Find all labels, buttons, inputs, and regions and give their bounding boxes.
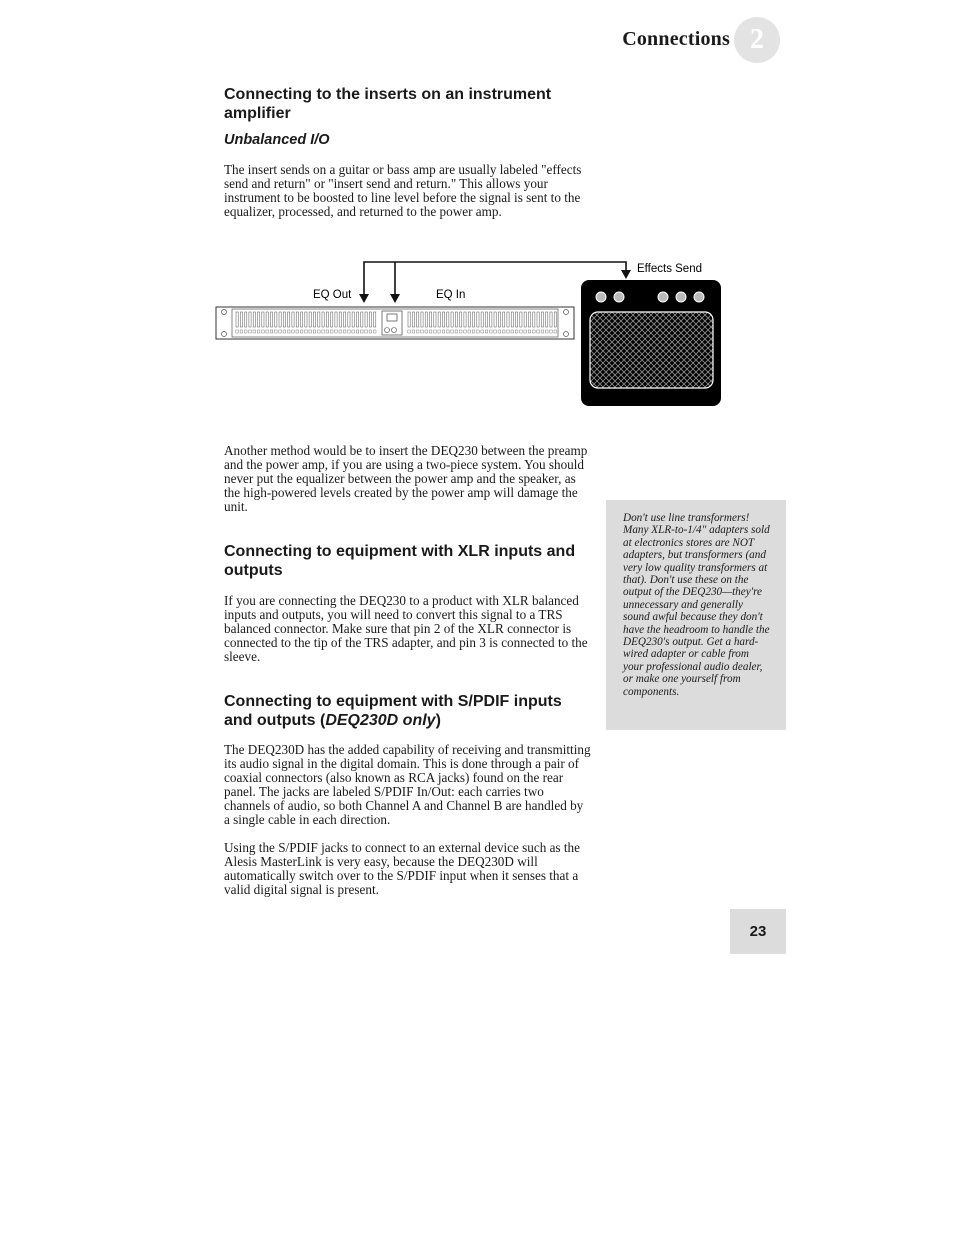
arrow-effects-send bbox=[621, 270, 631, 279]
paragraph-xlr: If you are connecting the DEQ230 to a product with XLR balanced inputs and outputs, you will need to convert this signal to a TRS balanced connector. Make sure that pin 2 of the XLR connector is connected to the tip of the TRS adapter, and pin 3 is connected to the sleeve. bbox=[224, 593, 588, 664]
section-heading-spdif bbox=[224, 692, 594, 730]
spdif-heading-close: ) bbox=[435, 712, 441, 729]
paragraph-two-piece-system: Another method would be to insert the DEQ230 between the preamp and the power amp, if you are using a two-piece system. You should never put the equalizer between the power amp and the speaker, as the high-powered levels created by the power amp will damage the unit. bbox=[224, 443, 588, 514]
paragraph-insert-sends: The insert sends on a guitar or bass amp are usually labeled "effects send and return" or "insert send and return." This allows your instrument to be boosted to line level before the signal is sent to the equalizer, processed, and returned to the power amp. bbox=[224, 162, 582, 219]
spdif-heading-text: Connecting to equipment with S/PDIF inputs and outputs ( bbox=[224, 693, 562, 729]
paragraph-spdif-masterlink: Using the S/PDIF jacks to connect to an external device such as the Alesis MasterLink is very easy, because the DEQ230D will automatically switch over to the S/PDIF input when it senses that a valid digital signal is present. bbox=[224, 840, 580, 897]
chapter-number-badge: 2 bbox=[734, 17, 780, 63]
sidebar-note bbox=[606, 500, 786, 730]
amp-speaker-grille bbox=[590, 312, 713, 388]
spdif-heading-italic: DEQ230D only bbox=[325, 712, 436, 729]
chapter-title: Connections bbox=[622, 28, 730, 50]
section-heading-xlr: Connecting to equipment with XLR inputs and outputs bbox=[224, 543, 576, 579]
label-eq-out: EQ Out bbox=[313, 289, 352, 301]
connection-diagram bbox=[210, 252, 730, 412]
page-number: 23 bbox=[730, 909, 786, 954]
equalizer-unit bbox=[216, 307, 574, 339]
label-eq-in: EQ In bbox=[436, 289, 466, 301]
paragraph-spdif-capability: The DEQ230D has the added capability of receiving and transmitting its audio signal in the digital domain. This is done through a pair of coaxial connectors (also known as RCA jacks) found on the rear panel. The jacks are labeled S/PDIF In/Out: each carries two channels of audio, so both Channel A and Channel B are handled by a single cable in each direction. bbox=[224, 742, 591, 827]
arrow-eq-in bbox=[390, 294, 400, 303]
section-heading-instrument-amp: Connecting to the inserts on an instrument amplifier bbox=[224, 86, 552, 122]
arrow-eq-out bbox=[359, 294, 369, 303]
label-effects-send: Effects Send bbox=[637, 263, 702, 275]
sidebar-note-text: Don't use line transformers! Many XLR-to-1/4" adapters sold at electronics stores are NOT adapters, but transformers (and very low quality transformers at that). Don't use these on the output of the DEQ230—they're unnecessary and generally sound awful because they don't have the headroom to handle the DEQ230's output. Get a hard-wired adapter or cable from your professional audio dealer, or make one yourself from components. bbox=[623, 512, 770, 698]
diagram-svg bbox=[210, 252, 730, 412]
amplifier bbox=[581, 280, 721, 406]
subheading-unbalanced-io: Unbalanced I/O bbox=[224, 132, 330, 148]
